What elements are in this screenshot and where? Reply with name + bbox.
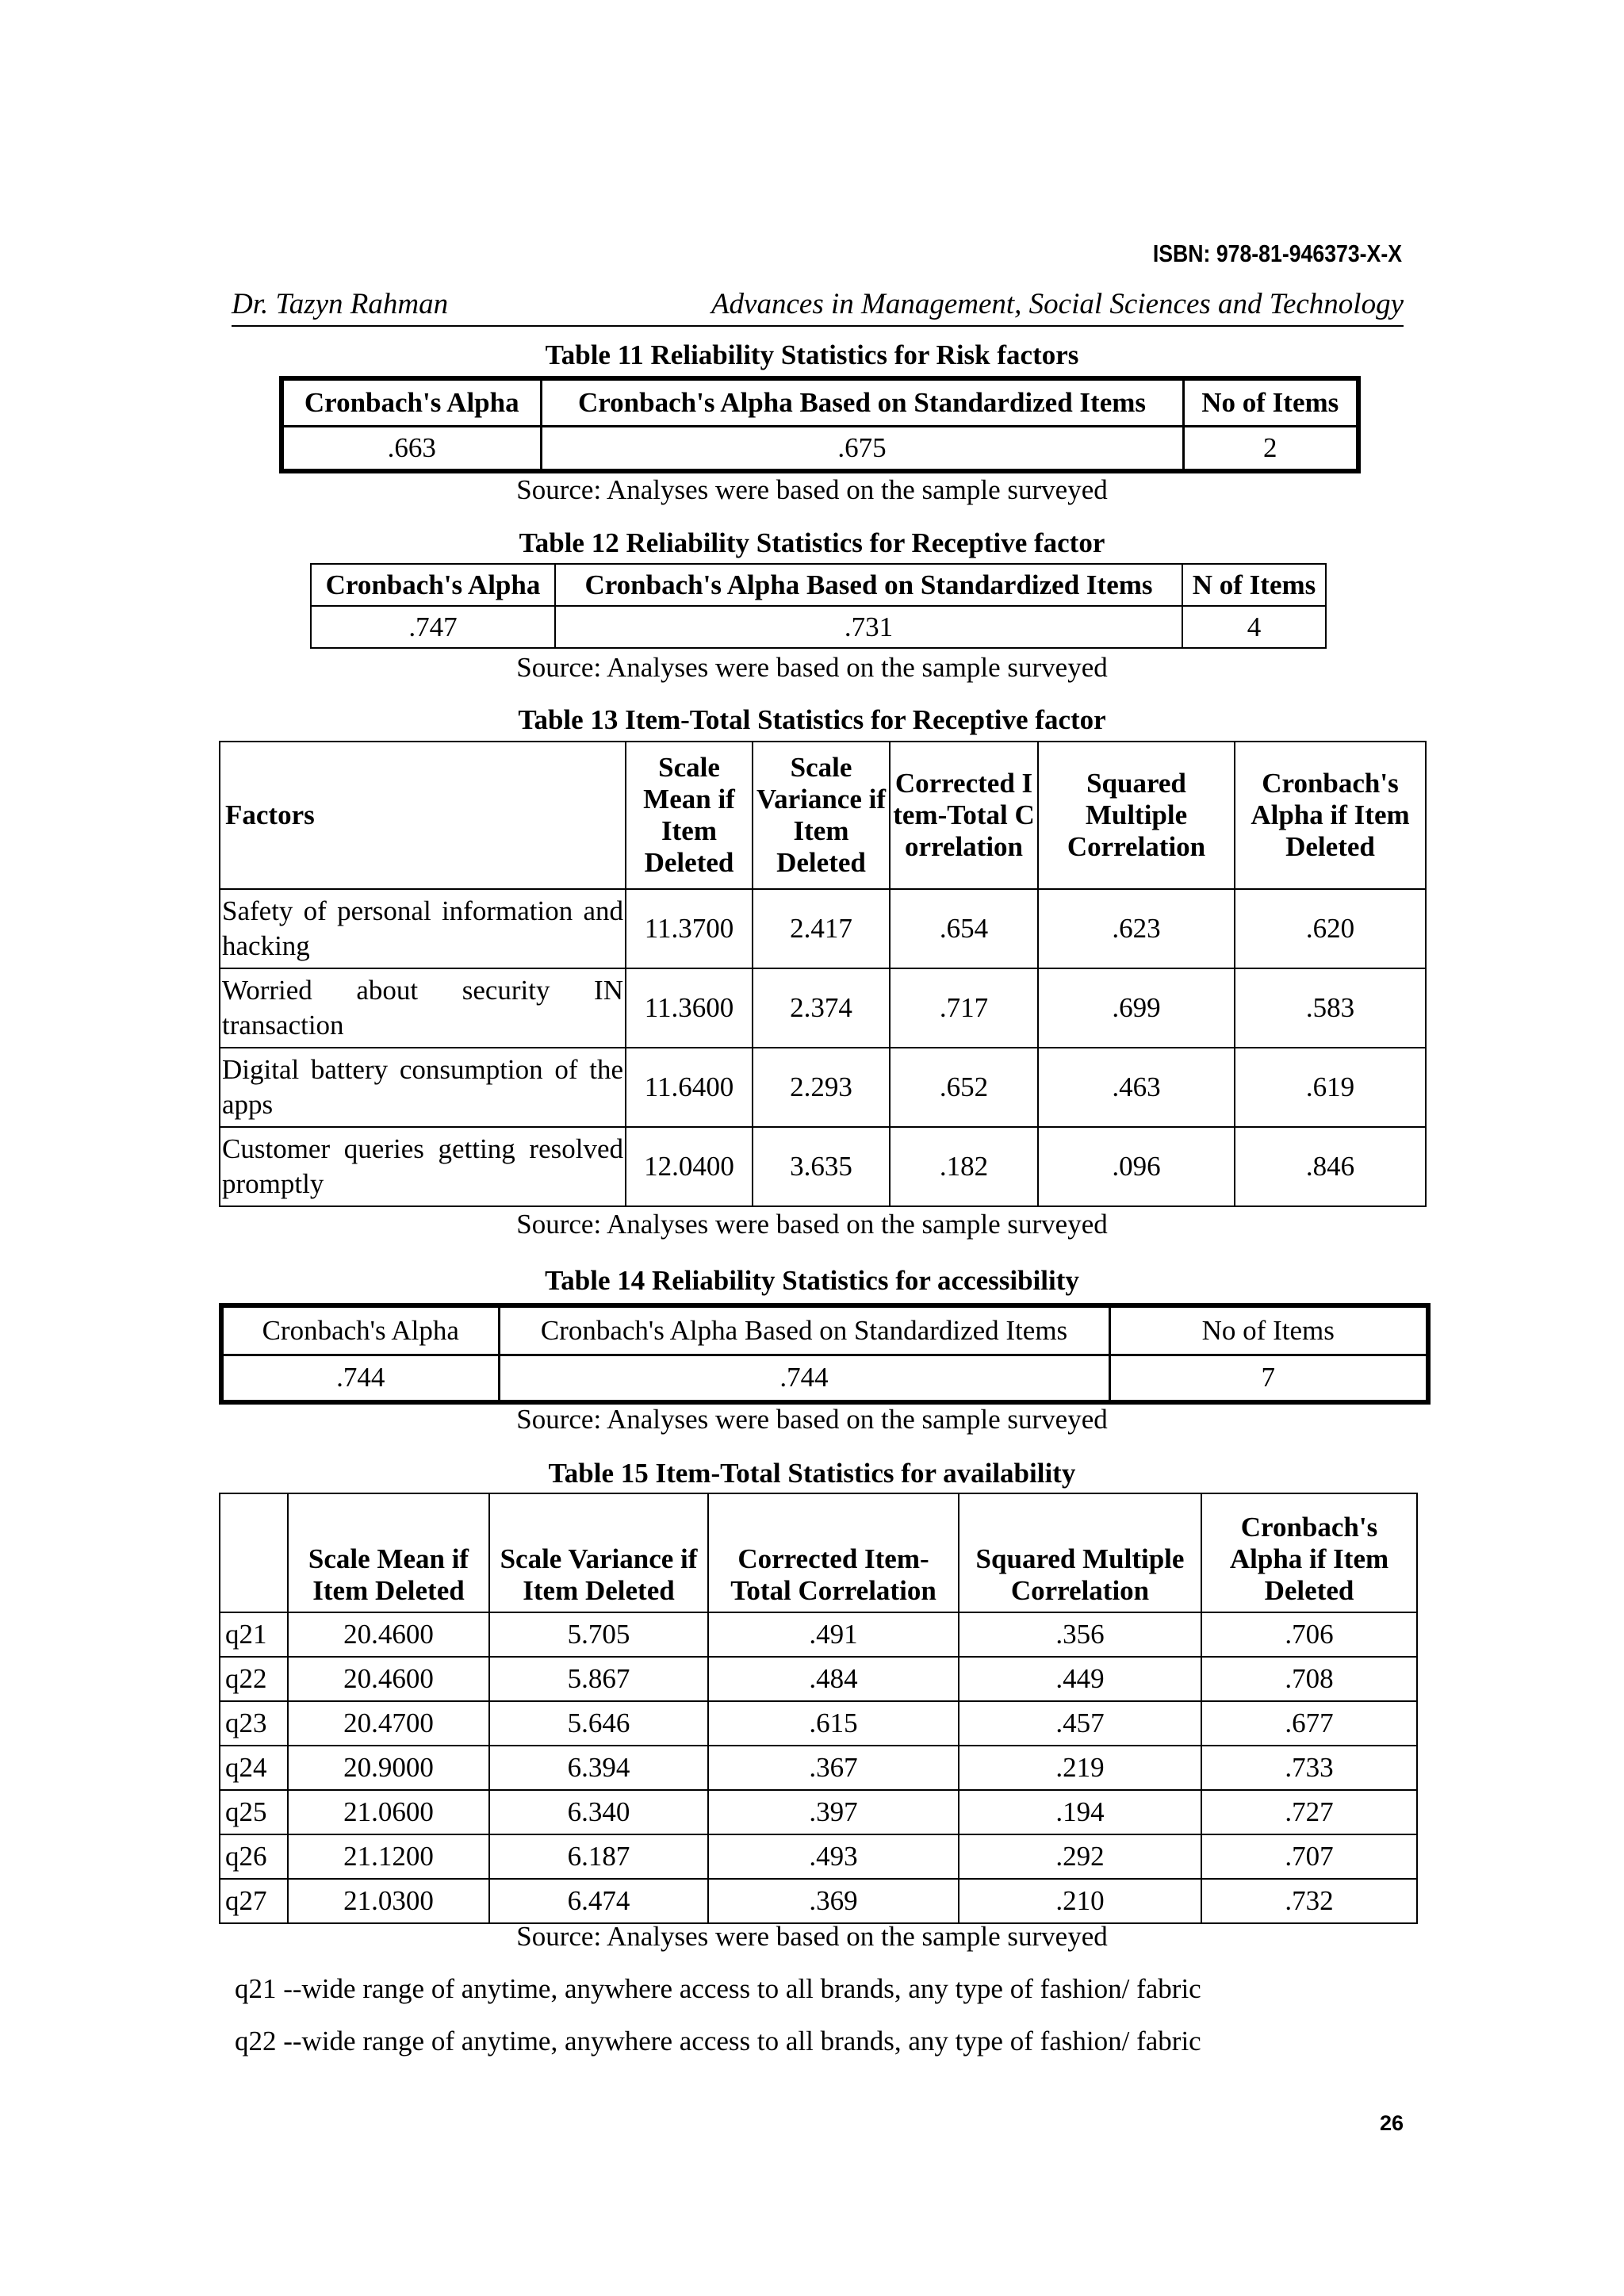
table-14-cell: .744 [221,1355,499,1402]
table-13-header: Cronbach's Alpha if Item Deleted [1235,742,1426,889]
page-number: 26 [1379,2111,1404,2135]
table-row [220,1746,1417,1790]
table-15-item: q22 [220,1657,288,1701]
table-15-item: q21 [220,1612,288,1657]
table-13-cell: .620 [1235,889,1426,968]
table-15-cell: .615 [708,1701,959,1746]
table-13-factor: Worried about security IN transaction [220,968,626,1048]
table-15-cell: .706 [1201,1612,1417,1657]
table-13-cell: .463 [1038,1048,1235,1127]
table-14-header: Cronbach's Alpha Based on Standardized Items [499,1305,1109,1355]
table-15-item: q27 [220,1879,288,1923]
table-15-header: Corrected Item-Total Correlation [708,1493,959,1612]
table-13-factor: Customer queries getting resolved promptly [220,1127,626,1206]
table-14-caption: Table 14 Reliability Statistics for accessibility [545,1265,1079,1296]
table-15-cell: .219 [959,1746,1201,1790]
table-15-cell: .493 [708,1834,959,1879]
table-13-caption: Table 13 Item-Total Statistics for Receptive factor [518,704,1106,735]
isbn-label: ISBN: 978-81-946373-X-X [1152,240,1402,267]
table-12-cell: .747 [311,606,555,648]
table-13-factor: Digital battery consumption of the apps [220,1048,626,1127]
table-14-header: Cronbach's Alpha [221,1305,499,1355]
table-12-header: N of Items [1182,564,1326,606]
table-row [220,1657,1417,1701]
table-11-cell: .663 [282,426,541,471]
table-row [220,1790,1417,1834]
table-13-cell: .182 [890,1127,1038,1206]
table-12-header: Cronbach's Alpha Based on Standardized Items [555,564,1182,606]
table-13-header: Scale Variance if Item Deleted [753,742,890,889]
table-13-cell: 11.6400 [626,1048,753,1127]
table-13-cell: 2.417 [753,889,890,968]
table-15-cell: .727 [1201,1790,1417,1834]
table-12-caption: Table 12 Reliability Statistics for Receptive factor [519,527,1105,558]
table-13-cell: 2.374 [753,968,890,1048]
table-15-cell: .457 [959,1701,1201,1746]
table-13 [219,741,1427,1207]
table-row [220,1834,1417,1879]
table-15-cell: .449 [959,1657,1201,1701]
table-15-caption: Table 15 Item-Total Statistics for availability [548,1458,1076,1489]
table-13-header: Corrected Item-Total Correlation [890,742,1038,889]
table-15-cell: .397 [708,1790,959,1834]
table-15-header: Cronbach's Alpha if Item Deleted [1201,1493,1417,1612]
table-14-header: No of Items [1109,1305,1428,1355]
table-13-cell: 12.0400 [626,1127,753,1206]
table-15-cell: .292 [959,1834,1201,1879]
table-15-cell: 6.394 [489,1746,708,1790]
table-11-header: Cronbach's Alpha Based on Standardized Items [541,378,1183,426]
table-13-header: Factors [220,742,626,889]
table-15-item: q24 [220,1746,288,1790]
table-13-cell: .619 [1235,1048,1426,1127]
note-q22: q22 --wide range of anytime, anywhere access to all brands, any type of fashion/ fabric [235,2026,1201,2056]
table-15-cell: .677 [1201,1701,1417,1746]
table-15-cell: 6.474 [489,1879,708,1923]
table-15-cell: .708 [1201,1657,1417,1701]
table-15-source: Source: Analyses were based on the sample surveyed [516,1921,1108,1952]
table-13-cell: 11.3700 [626,889,753,968]
table-14-source: Source: Analyses were based on the sample surveyed [516,1404,1108,1435]
table-13-cell: 11.3600 [626,968,753,1048]
table-15-item: q26 [220,1834,288,1879]
table-12-cell: .731 [555,606,1182,648]
table-15-cell: .491 [708,1612,959,1657]
table-11-header: Cronbach's Alpha [282,378,541,426]
table-15-cell: .356 [959,1612,1201,1657]
table-13-cell: 3.635 [753,1127,890,1206]
table-13-cell: .096 [1038,1127,1235,1206]
table-13-cell: .654 [890,889,1038,968]
table-15-cell: 20.4600 [288,1612,489,1657]
table-15-header: Scale Variance if Item Deleted [489,1493,708,1612]
table-11-source: Source: Analyses were based on the sample surveyed [516,474,1108,505]
table-row [220,1701,1417,1746]
table-13-cell: .623 [1038,889,1235,968]
table-15-header: Scale Mean if Item Deleted [288,1493,489,1612]
author-name: Dr. Tazyn Rahman [232,288,449,320]
table-15-cell: 21.0300 [288,1879,489,1923]
table-15-cell: .484 [708,1657,959,1701]
table-11-header: No of Items [1183,378,1358,426]
table-13-cell: .652 [890,1048,1038,1127]
table-15-cell: .733 [1201,1746,1417,1790]
table-15-cell: 20.9000 [288,1746,489,1790]
table-11-caption: Table 11 Reliability Statistics for Risk factors [545,339,1079,370]
table-15-item: q23 [220,1701,288,1746]
table-13-cell: .583 [1235,968,1426,1048]
table-13-header: Squared Multiple Correlation [1038,742,1235,889]
table-15-cell: .732 [1201,1879,1417,1923]
table-13-cell: .699 [1038,968,1235,1048]
table-15-cell: .707 [1201,1834,1417,1879]
table-15-cell: 21.0600 [288,1790,489,1834]
table-14-cell: .744 [499,1355,1109,1402]
table-14-cell: 7 [1109,1355,1428,1402]
table-15-cell: 21.1200 [288,1834,489,1879]
table-15-cell: 6.340 [489,1790,708,1834]
table-15-cell: 5.646 [489,1701,708,1746]
table-13-factor: Safety of personal information and hacking [220,889,626,968]
running-header [232,287,1404,327]
table-14 [219,1303,1431,1405]
table-15-cell: .367 [708,1746,959,1790]
table-15-cell: .210 [959,1879,1201,1923]
table-13-cell: .846 [1235,1127,1426,1206]
book-title: Advances in Management, Social Sciences and Technology [710,288,1404,320]
note-q21: q21 --wide range of anytime, anywhere access to all brands, any type of fashion/ fabric [235,1973,1201,2004]
table-12-header: Cronbach's Alpha [311,564,555,606]
table-15-item: q25 [220,1790,288,1834]
table-15-cell: 5.867 [489,1657,708,1701]
table-row [220,1612,1417,1657]
table-15-cell: .194 [959,1790,1201,1834]
table-13-header: Scale Mean if Item Deleted [626,742,753,889]
table-12-source: Source: Analyses were based on the sample surveyed [516,652,1108,683]
table-13-source: Source: Analyses were based on the sample surveyed [516,1209,1108,1240]
table-11-cell: 2 [1183,426,1358,471]
table-15-cell: 6.187 [489,1834,708,1879]
table-15-cell: 20.4600 [288,1657,489,1701]
table-15-cell: .369 [708,1879,959,1923]
table-13-cell: 2.293 [753,1048,890,1127]
table-15-header: Squared Multiple Correlation [959,1493,1201,1612]
table-11 [279,376,1361,473]
table-15 [219,1493,1418,1924]
table-13-cell: .717 [890,968,1038,1048]
table-row [220,1879,1417,1923]
table-15-cell: 5.705 [489,1612,708,1657]
table-15-cell: 20.4700 [288,1701,489,1746]
table-12 [310,563,1327,649]
table-15-header [220,1493,288,1612]
table-11-cell: .675 [541,426,1183,471]
table-12-cell: 4 [1182,606,1326,648]
